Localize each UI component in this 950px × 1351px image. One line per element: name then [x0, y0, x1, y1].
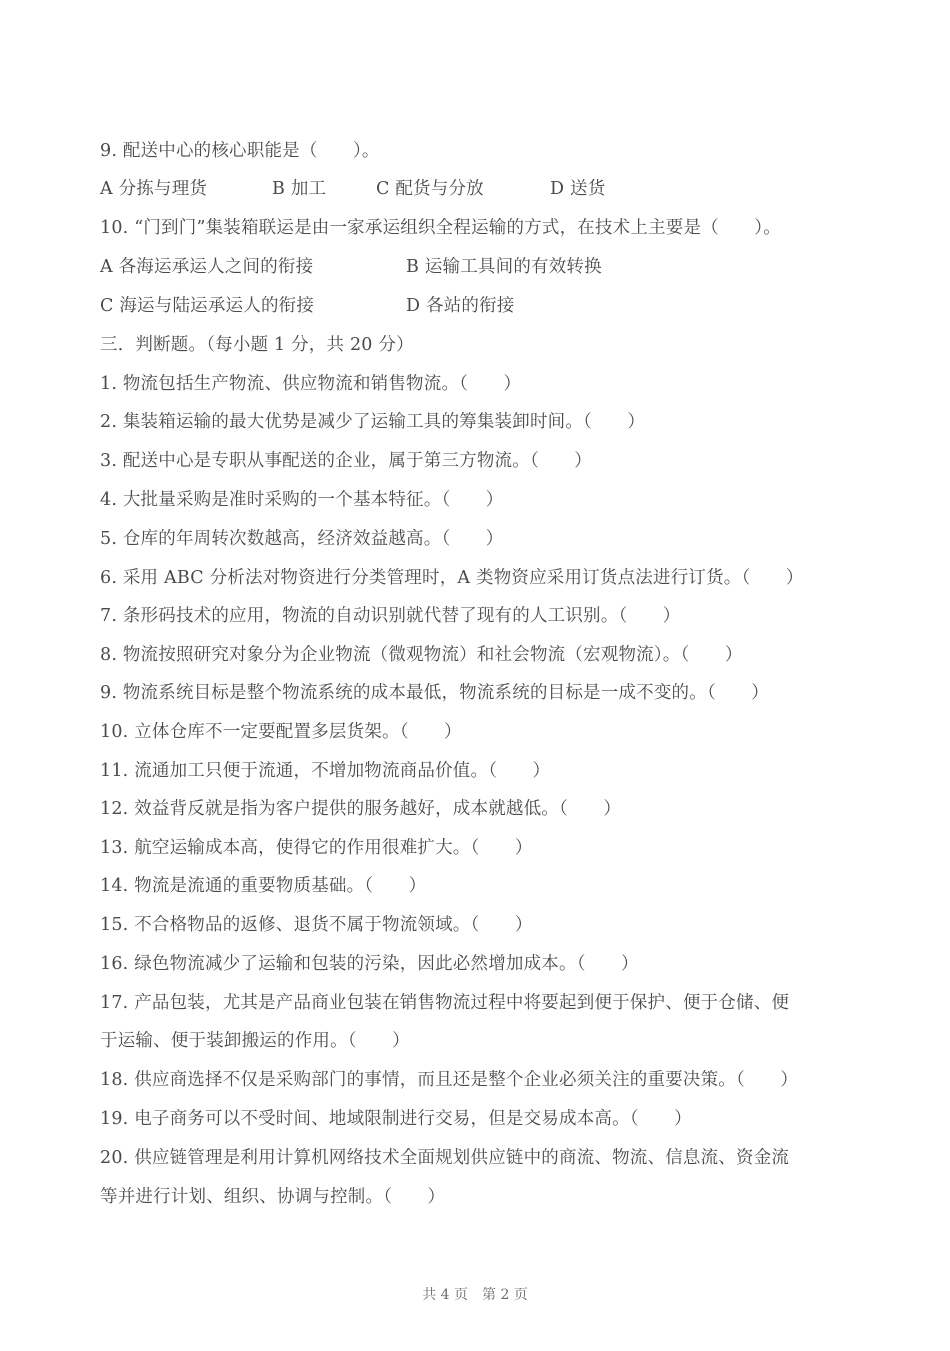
question-10-stem: 10. “门到门”集装箱联运是由一家承运组织全程运输的方式，在技术上主要是（ ）。 [100, 218, 781, 238]
judge-item: 15. 不合格物品的返修、退货不属于物流领域。（ ） [100, 915, 533, 935]
judge-item: 20. 供应链管理是利用计算机网络技术全面规划供应链中的商流、物流、信息流、资金流 [100, 1148, 790, 1168]
question-9-stem: 9. 配送中心的核心职能是（ ）。 [100, 141, 380, 161]
option-c: C 配货与分放 [376, 179, 484, 199]
option-d: D 各站的衔接 [406, 296, 515, 316]
judge-item: 19. 电子商务可以不受时间、地域限制进行交易，但是交易成本高。（ ） [100, 1109, 692, 1129]
judge-item: 8. 物流按照研究对象分为企业物流（微观物流）和社会物流（宏观物流）。（ ） [100, 645, 743, 665]
option-c: C 海运与陆运承运人的衔接 [100, 296, 315, 316]
judge-item: 11. 流通加工只便于流通，不增加物流商品价值。（ ） [100, 761, 551, 781]
section-3-heading: 三．判断题。（每小题 1 分，共 20 分） [100, 335, 414, 355]
judge-item: 18. 供应商选择不仅是采购部门的事情，而且还是整个企业必须关注的重要决策。（ ） [100, 1070, 799, 1090]
judge-item: 7. 条形码技术的应用，物流的自动识别就代替了现有的人工识别。（ ） [100, 606, 681, 626]
judge-item: 14. 物流是流通的重要物质基础。（ ） [100, 876, 427, 896]
judge-item: 2. 集装箱运输的最大优势是减少了运输工具的筹集装卸时间。（ ） [100, 412, 646, 432]
option-a: A 分拣与理货 [100, 179, 208, 199]
option-b: B 运输工具间的有效转换 [406, 257, 602, 277]
judge-item: 12. 效益背反就是指为客户提供的服务越好，成本就越低。（ ） [100, 799, 622, 819]
judge-item: 3. 配送中心是专职从事配送的企业，属于第三方物流。（ ） [100, 451, 593, 471]
judge-item: 17. 产品包装，尤其是产品商业包装在销售物流过程中将要起到便于保护、便于仓储、便 [100, 993, 790, 1013]
page-footer: 共 4 页 第 2 页 [422, 1287, 528, 1303]
judge-item: 4. 大批量采购是准时采购的一个基本特征。（ ） [100, 490, 504, 510]
judge-item: 1. 物流包括生产物流、供应物流和销售物流。（ ） [100, 374, 522, 394]
option-d: D 送货 [550, 179, 606, 199]
judge-item: 5. 仓库的年周转次数越高，经济效益越高。（ ） [100, 529, 504, 549]
judge-item: 16. 绿色物流减少了运输和包装的污染，因此必然增加成本。（ ） [100, 954, 639, 974]
judge-item-continuation: 等并进行计划、组织、协调与控制。（ ） [100, 1187, 446, 1207]
judge-item-continuation: 于运输、便于装卸搬运的作用。（ ） [100, 1031, 410, 1051]
judge-item: 13. 航空运输成本高，使得它的作用很难扩大。（ ） [100, 838, 533, 858]
option-a: A 各海运承运人之间的衔接 [100, 257, 314, 277]
option-b: B 加工 [272, 179, 327, 199]
judge-item: 9. 物流系统目标是整个物流系统的成本最低，物流系统的目标是一成不变的。（ ） [100, 683, 770, 703]
judge-item: 10. 立体仓库不一定要配置多层货架。（ ） [100, 722, 462, 742]
judge-item: 6. 采用 ABC 分析法对物资进行分类管理时，A 类物资应采用订货点法进行订货。（ ） [100, 568, 804, 588]
